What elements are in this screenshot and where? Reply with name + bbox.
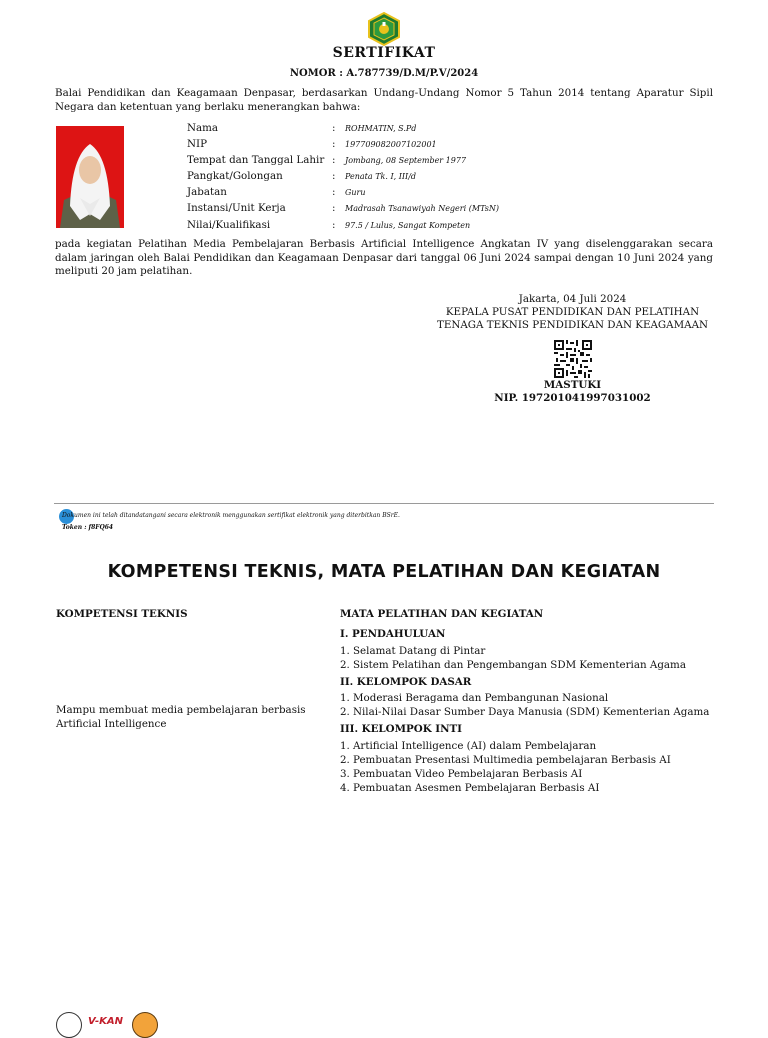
institution-seal-icon	[56, 1012, 82, 1038]
mata-pelatihan-header: MATA PELATIHAN DAN KEGIATAN	[340, 608, 544, 620]
field-value: ROHMATIN, S.Pd	[345, 124, 417, 133]
field-value: 197709082007102001	[345, 140, 437, 150]
field-label: Pangkat/Golongan	[187, 170, 283, 183]
place-date: Jakarta, 04 Juli 2024	[518, 293, 627, 305]
office-line-1: KEPALA PUSAT PENDIDIKAN DAN PELATIHAN	[445, 306, 700, 318]
field-label: Tempat dan Tanggal Lahir	[187, 154, 325, 167]
list-item: 2. Sistem Pelatihan dan Pengembangan SDM Kementerian Agama	[340, 658, 686, 671]
group-kelompok-inti	[340, 723, 714, 795]
field-value: Jombang, 08 September 1977	[345, 156, 467, 166]
field-label: NIP	[187, 138, 208, 151]
field-colon: :	[332, 218, 336, 231]
signature-block	[430, 293, 715, 405]
certificate-number: NOMOR : A.787739/D.M/P.V/2024	[289, 68, 479, 79]
field-value: Penata Tk. I, III/d	[345, 172, 417, 182]
field-colon: :	[332, 154, 336, 167]
signer-name: MASTUKI	[543, 379, 602, 391]
list-item: 2. Pembuatan Presentasi Multimedia pembelajaran Berbasis AI	[340, 753, 671, 766]
kompetensi-header: KOMPETENSI TEKNIS	[56, 608, 188, 620]
group-kelompok-dasar	[340, 676, 714, 720]
field-value: 97.5 / Lulus, Sangat Kompeten	[345, 220, 471, 230]
electronic-signature-note: Dokumen ini telah ditandatangani secara elektronik menggunakan sertifikat elektronik yang diterbitkan BSrE.	[62, 512, 400, 519]
list-item: 1. Artificial Intelligence (AI) dalam Pembelajaran	[340, 739, 597, 752]
vkan-logo: V-KAN	[88, 1016, 124, 1027]
circular-badge-icon	[132, 1012, 158, 1038]
competency-title: KOMPETENSI TEKNIS, MATA PELATIHAN DAN KEGIATAN	[107, 562, 661, 582]
kompetensi-description: Mampu membuat media pembelajaran berbasis Artificial Intelligence	[56, 704, 306, 730]
list-item-text: Sistem Pelatihan dan Pengembangan SDM Kementerian Agama	[353, 658, 686, 671]
list-item-text: Pembuatan Video Pembelajaran Berbasis AI	[353, 767, 583, 780]
list-item: 1. Moderasi Beragama dan Pembangunan Nasional	[340, 692, 609, 704]
training-paragraph: pada kegiatan Pelatihan Media Pembelajaran Berbasis Artificial Intelligence Angkatan IV yang diselenggarakan secara dalam jaringan oleh Balai Pendidikan dan Keagamaan Denpasar dari tanggal 06 Juni 2024 sampai dengan 10 Juni 2024 yang meliputi 20 jam pelatihan.	[55, 238, 713, 278]
certificate-title: SERTIFIKAT	[332, 45, 436, 61]
signer-nip: NIP. 197201041997031002	[494, 392, 651, 404]
intro-paragraph: Balai Pendidikan dan Keagamaan Denpasar, berdasarkan Undang-Undang Nomor 5 Tahun 2014 tentang Aparatur Sipil Negara dan ketentuan yang berlaku menerangkan bahwa:	[55, 87, 713, 113]
field-label: Nama	[187, 122, 219, 134]
field-label: Instansi/Unit Kerja	[187, 202, 286, 215]
token-text: Token : f8FQ64	[62, 524, 114, 531]
office-line-2: TENAGA TEKNIS PENDIDIKAN DAN KEAGAMAAN	[436, 319, 709, 331]
group-pendahuluan	[340, 628, 714, 672]
list-item: 3. Pembuatan Video Pembelajaran Berbasis AI	[340, 767, 583, 780]
page-divider	[54, 503, 714, 504]
training-groups	[340, 628, 714, 795]
group-title: II. KELOMPOK DASAR	[340, 675, 472, 688]
list-item-text: Selamat Datang di Pintar	[353, 644, 486, 657]
field-colon: :	[332, 186, 336, 199]
group-title: I. PENDAHULUAN	[340, 628, 446, 640]
list-item: 4. Pembuatan Asesmen Pembelajaran Berbasis AI	[340, 781, 600, 794]
list-item-text: Nilai-Nilai Dasar Sumber Daya Manusia (SDM) Kementerian Agama	[353, 706, 710, 718]
kemenag-emblem-icon	[366, 12, 402, 46]
list-item: 2. Nilai-Nilai Dasar Sumber Daya Manusia (SDM) Kementerian Agama	[340, 706, 710, 718]
list-item-text: Pembuatan Presentasi Multimedia pembelajaran Berbasis AI	[353, 753, 671, 766]
participant-photo	[56, 126, 124, 228]
list-item-text: Moderasi Beragama dan Pembangunan Nasional	[353, 692, 609, 704]
qr-code-icon	[554, 340, 592, 378]
field-value: Madrasah Tsanawiyah Negeri (MTsN)	[345, 204, 499, 214]
field-colon: :	[332, 122, 336, 134]
field-colon: :	[332, 138, 336, 151]
field-label: Nilai/Kualifikasi	[187, 218, 271, 231]
list-item-text: Pembuatan Asesmen Pembelajaran Berbasis AI	[353, 781, 600, 794]
list-item-text: Artificial Intelligence (AI) dalam Pembelajaran	[353, 739, 597, 752]
field-colon: :	[332, 202, 336, 215]
field-colon: :	[332, 170, 336, 183]
group-title: III. KELOMPOK INTI	[340, 723, 462, 735]
field-value: Guru	[345, 188, 366, 198]
field-label: Jabatan	[187, 186, 227, 199]
list-item: 1. Selamat Datang di Pintar	[340, 644, 486, 657]
